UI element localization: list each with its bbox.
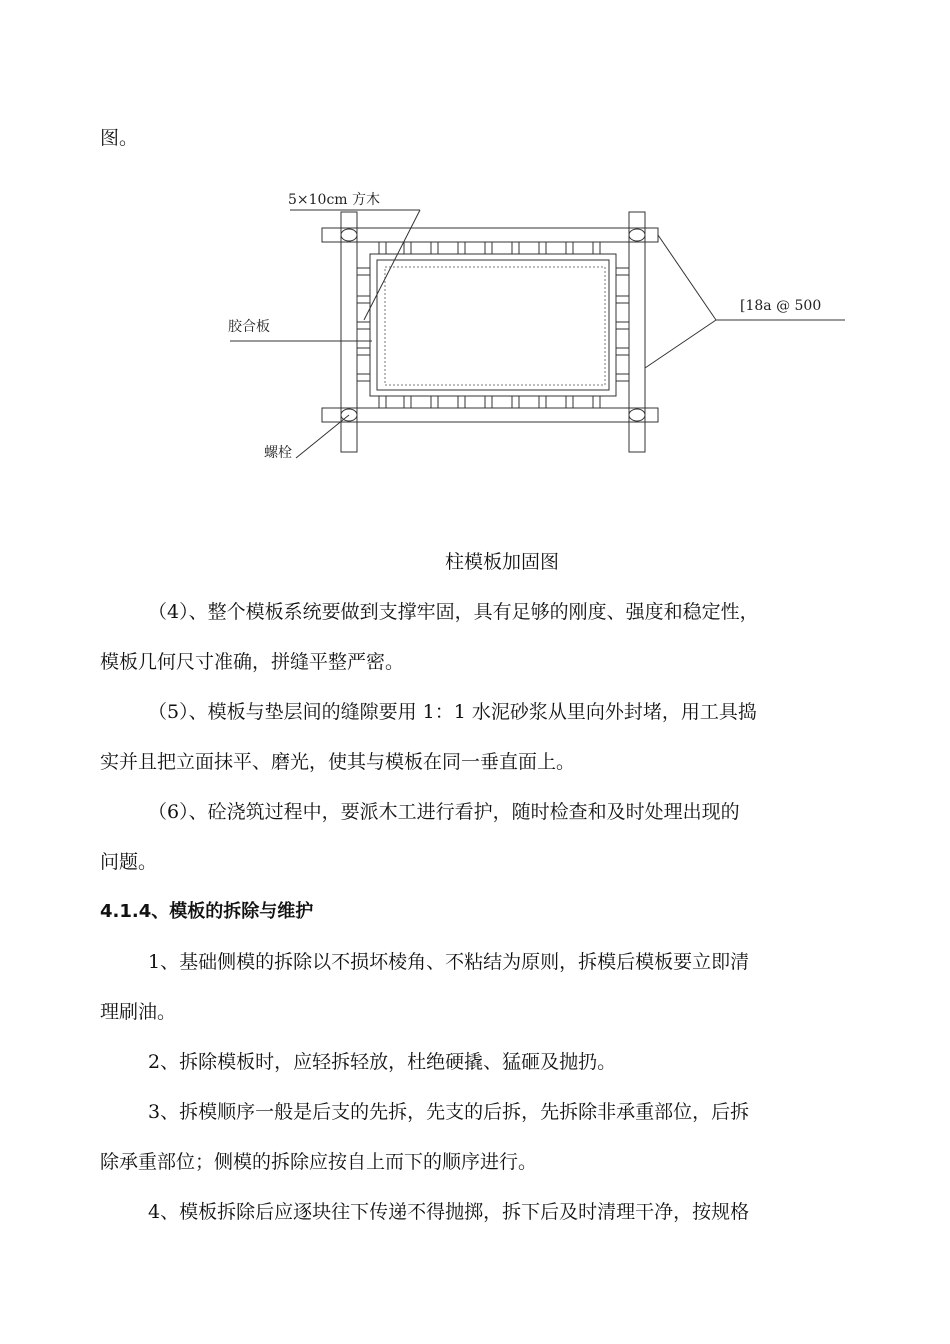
item-2-line-1: 2、拆除模板时，应轻拆轻放，杜绝硬撬、猛砸及抛扔。	[148, 1051, 617, 1073]
section-heading: 4.1.4、模板的拆除与维护	[100, 901, 314, 922]
para-5-line-2: 实并且把立面抹平、磨光，使其与模板在同一垂直面上。	[100, 751, 576, 773]
para-6-line-1: （6）、砼浇筑过程中，要派木工进行看护，随时检查和及时处理出现的	[148, 801, 740, 823]
item-3-line-1: 3、拆模顺序一般是后支的先拆，先支的后拆，先拆除非承重部位，后拆	[148, 1101, 750, 1123]
label-plywood: 胶合板	[228, 319, 270, 335]
channel-leader-top	[658, 235, 716, 320]
para-4-line-2: 模板几何尺寸准确，拼缝平整严密。	[100, 651, 405, 673]
figure-caption: 柱模板加固图	[444, 551, 559, 573]
channel-leader-bottom	[645, 320, 716, 368]
intro-tail-text: 图。	[100, 127, 139, 149]
item-3-line-2: 除承重部位；侧模的拆除应按自上而下的顺序进行。	[100, 1151, 538, 1173]
item-1-line-1: 1、基础侧模的拆除以不损坏棱角、不粘结为原则，拆模后模板要立即清	[148, 951, 750, 973]
timber-blocks-left	[357, 268, 370, 381]
item-1-line-2: 理刷油。	[100, 1001, 177, 1023]
timber-blocks-bottom	[379, 396, 600, 408]
label-timber: 5×10cm 方木	[288, 192, 381, 208]
label-bolt: 螺栓	[264, 445, 292, 461]
timber-blocks-right	[616, 268, 629, 381]
para-6-line-2: 问题。	[100, 851, 158, 873]
para-4-line-1: （4）、整个模板系统要做到支撑牢固，具有足够的刚度、强度和稳定性，	[148, 601, 759, 623]
timber-blocks-top	[379, 242, 600, 254]
top-channel-beam	[322, 228, 658, 242]
column-formwork-figure	[0, 0, 950, 540]
label-channel: [18a @ 500	[740, 298, 822, 314]
para-5-line-1: （5）、模板与垫层间的缝隙要用 1：1 水泥砂浆从里向外封堵，用工具捣	[148, 701, 757, 723]
bolt-top-left	[341, 229, 357, 241]
bolt-bottom-right	[629, 409, 645, 421]
plywood-outer	[370, 254, 616, 396]
bolt-top-right	[629, 229, 645, 241]
item-4-line-1: 4、模板拆除后应逐块往下传递不得抛掷，拆下后及时清理干净，按规格	[148, 1201, 750, 1223]
bottom-channel-beam	[322, 408, 658, 422]
